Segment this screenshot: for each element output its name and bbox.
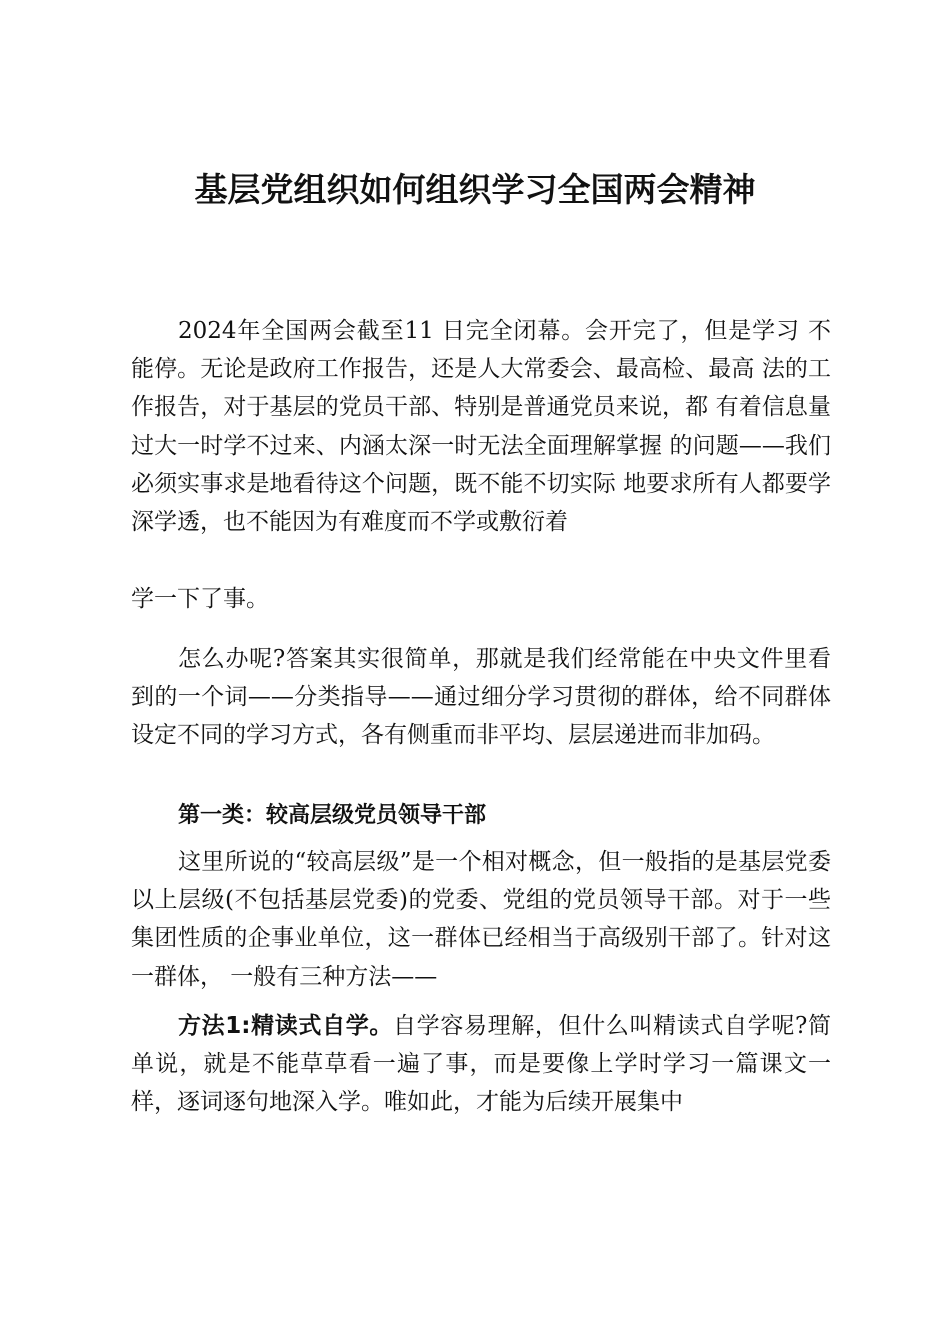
paragraph-method-1 — [131, 1007, 831, 1122]
paragraph-higher-level-definition: 这里所说的“较高层级”是一个相对概念，但一般指的是基层党委以上层级(不包括基层党委)的党委、党组的党员领导干部。对于一些集团性质的企事业单位，这一群体已经相当于高级别干部了。针对这一群体， 一般有三种方法—— — [131, 849, 831, 990]
document-title: 基层党组织如何组织学习全国两会精神 — [194, 170, 756, 209]
section-heading-first-category: 第一类：较高层级党员领导干部 — [178, 803, 487, 828]
paragraph-intro: 2024年全国两会截至11 日完全闭幕。会开完了，但是学习 不能停。无论是政府工作报告，还是人大常委会、最高检、最高 法的工作报告，对于基层的党员干部、特别是普通党员来说，都 有着信息量过大一时学不过来、内涵太深一时无法全面理解掌握 的问题——我们必须实事求是地看待这个问题，既不能不切实际 地要求所有人都要学深学透，也不能因为有难度而不学或敷衍着 — [131, 318, 831, 536]
paragraph-intro-continued: 学一下了事。 — [131, 586, 269, 612]
method-1-lead: 方法1:精读式自学。 — [178, 1013, 394, 1039]
paragraph-how-to: 怎么办呢?答案其实很简单，那就是我们经常能在中央文件里看到的一个词——分类指导——通过细分学习贯彻的群体，给不同群体设定不同的学习方式，各有侧重而非平均、层层递进而非加码。 — [131, 646, 831, 749]
method-1-text: 自学容易理解，但什么叫精读式自学呢?简单说，就是不能草草看一遍了事，而是要像上学时学习一篇课文一样，逐词逐句地深入学。唯如此，才能为后续开展集中 — [131, 1013, 831, 1116]
